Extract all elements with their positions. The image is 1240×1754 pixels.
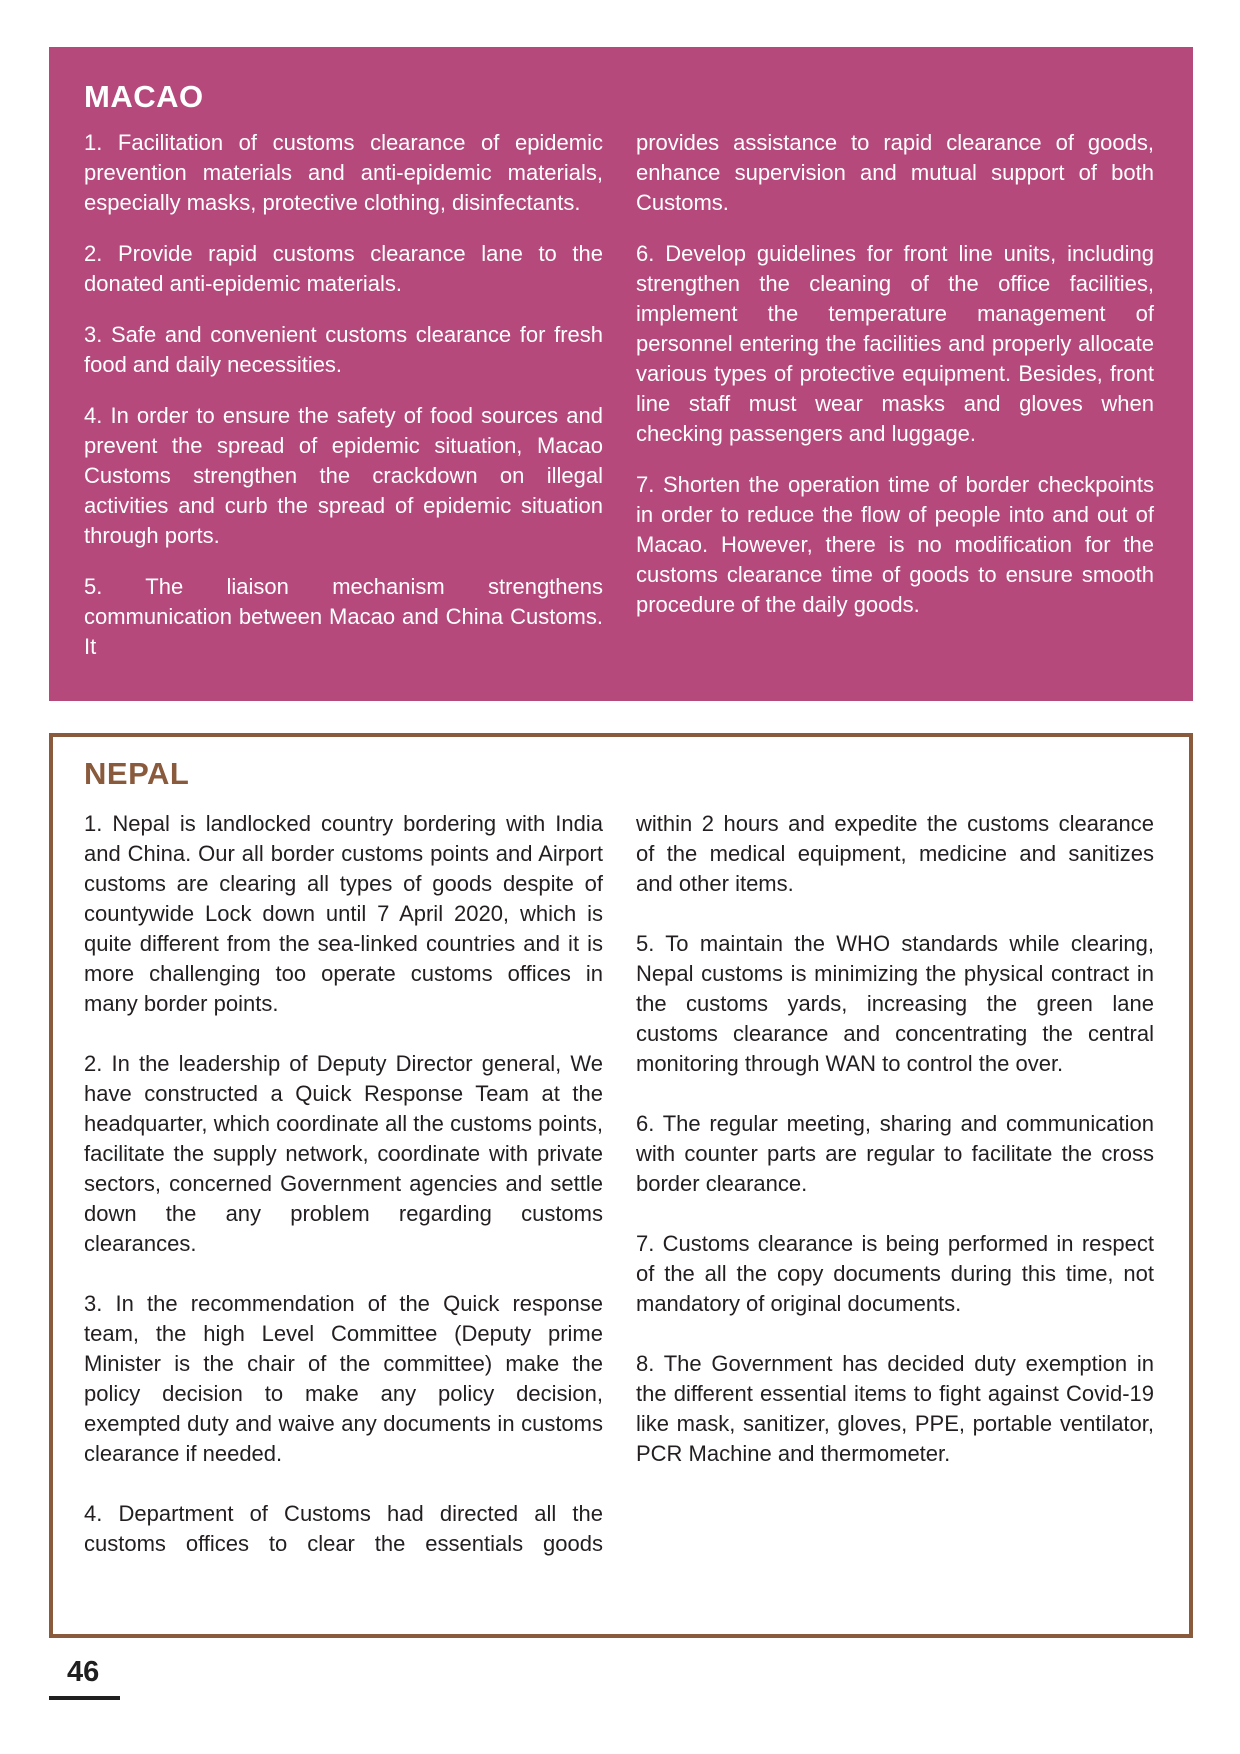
macao-columns <box>84 128 1154 662</box>
nepal-section <box>49 733 1193 1638</box>
macao-paragraph-3: 3. Safe and convenient customs clearance for fresh food and daily necessities. <box>84 322 603 377</box>
nepal-paragraph-4-end: within 2 hours and expedite the customs clearance of the medical equipment, medicine and sanitizes and other items. <box>636 811 1154 896</box>
macao-paragraph-5-start: 5. The liaison mechanism strengthens communication between Macao and China Customs. It <box>84 574 603 659</box>
macao-paragraph-4: 4. In order to ensure the safety of food sources and prevent the spread of epidemic situation, Macao Customs strengthen the crackdown on illegal activities and curb the spread of epidemic situation through ports. <box>84 403 603 548</box>
page-number-underline <box>49 1696 120 1700</box>
nepal-paragraph-6: 6. The regular meeting, sharing and communication with counter parts are regular to facilitate the cross border clearance. <box>636 1111 1154 1196</box>
macao-paragraph-7: 7. Shorten the operation time of border checkpoints in order to reduce the flow of people into and out of Macao. However, there is no modification for the customs clearance time of goods to ensure smooth procedure of the daily goods. <box>636 472 1154 617</box>
page-number: 46 <box>67 1656 100 1688</box>
nepal-paragraph-1: 1. Nepal is landlocked country bordering with India and China. Our all border customs points and Airport customs are clearing all types of goods despite of countywide Lock down until 7 April 2020, which is quite different from the sea-linked countries and it is more challenging too operate customs offices in many border points. <box>84 811 603 1016</box>
nepal-paragraph-4-start: 4. Department of Customs had directed all the customs offices to clear the essentials goods <box>84 1501 603 1556</box>
nepal-paragraph-3: 3. In the recommendation of the Quick response team, the high Level Committee (Deputy prime Minister is the chair of the committee) make the policy decision to make any policy decision, exempted duty and waive any documents in customs clearance if needed. <box>84 1291 603 1466</box>
macao-paragraph-2: 2. Provide rapid customs clearance lane to the donated anti-epidemic materials. <box>84 241 603 296</box>
macao-heading: MACAO <box>84 79 204 114</box>
nepal-paragraph-5: 5. To maintain the WHO standards while clearing, Nepal customs is minimizing the physical contract in the customs yards, increasing the green lane customs clearance and concentrating the central monitoring through WAN to control the over. <box>636 931 1154 1076</box>
nepal-left-column <box>84 809 603 1559</box>
nepal-paragraph-7: 7. Customs clearance is being performed in respect of the all the copy documents during this time, not mandatory of original documents. <box>636 1231 1154 1316</box>
macao-paragraph-5-end: provides assistance to rapid clearance of goods, enhance supervision and mutual support of both Customs. <box>636 130 1154 215</box>
macao-left-column <box>84 128 603 662</box>
macao-section <box>49 47 1193 701</box>
macao-paragraph-1: 1. Facilitation of customs clearance of epidemic prevention materials and anti-epidemic materials, especially masks, protective clothing, disinfectants. <box>84 130 603 215</box>
nepal-right-column <box>636 809 1154 1559</box>
nepal-paragraph-8: 8. The Government has decided duty exemption in the different essential items to fight against Covid-19 like mask, sanitizer, gloves, PPE, portable ventilator, PCR Machine and thermometer. <box>636 1351 1154 1466</box>
macao-paragraph-6: 6. Develop guidelines for front line units, including strengthen the cleaning of the office facilities, implement the temperature management of personnel entering the facilities and properly allocate various types of protective equipment. Besides, front line staff must wear masks and gloves when checking passengers and luggage. <box>636 241 1154 446</box>
nepal-columns <box>84 809 1154 1559</box>
nepal-paragraph-2: 2. In the leadership of Deputy Director general, We have constructed a Quick Response Team at the headquarter, which coordinate all the customs points, facilitate the supply network, coordinate with private sectors, concerned Government agencies and settle down the any problem regarding customs clearances. <box>84 1051 603 1256</box>
macao-right-column <box>636 128 1154 662</box>
nepal-heading: NEPAL <box>84 756 190 791</box>
